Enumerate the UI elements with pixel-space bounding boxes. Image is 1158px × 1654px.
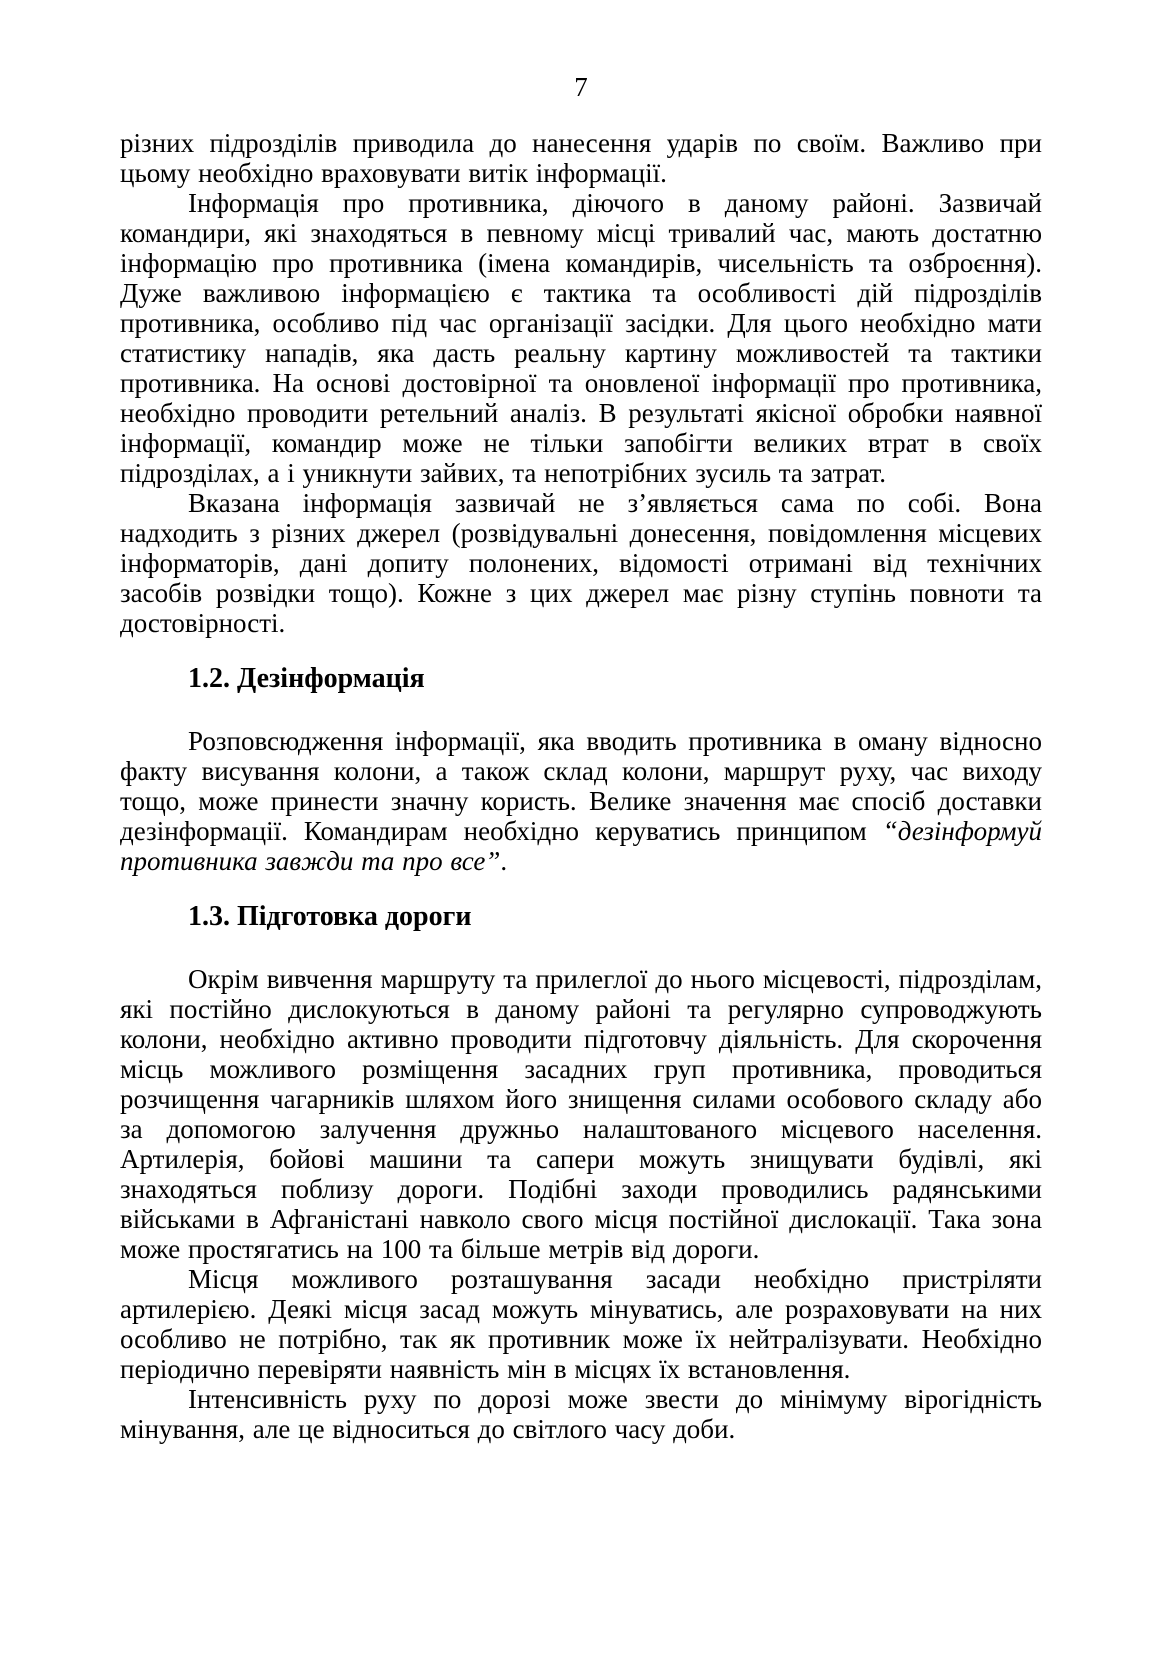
paragraph-disinformation xyxy=(120,726,1042,876)
paragraph-information-sources: Вказана інформація зазвичай не з’являється сама по собі. Вона надходить з різних джерел (розвідувальні донесення, повідомлення місцевих інформаторів, дані допиту полонених, відомості отримані від технічних засобів розвідки тощо). Кожне з цих джерел має різну ступінь повноти та достовірності. xyxy=(120,488,1042,638)
paragraph-disinformation-text: Розповсюдження інформації, яка вводить противника в оману відносно факту висування колони, а також склад колони, маршрут руху, час виходу тощо, може принести значну користь. Велике значення має спосіб доставки дезінформації. Командирам необхідно керуватись принципом xyxy=(120,726,1042,846)
paragraph-ambush-sites: Місця можливого розташування засади необхідно пристріляти артилерією. Деякі місця засад можуть мінуватись, але розраховувати на них особливо не потрібно, так як противник може їх нейтралізувати. Необхідно періодично перевіряти наявність мін в місцях їх встановлення. xyxy=(120,1264,1042,1384)
paragraph-road-preparation: Окрім вивчення маршруту та прилеглої до нього місцевості, підрозділам, які постійно дислокуються в даному районі та регулярно супроводжують колони, необхідно активно проводити підготовчу діяльність. Для скорочення місць можливого розміщення засадних груп противника, проводиться розчищення чагарників шляхом його знищення силами особового складу або за допомогою залучення дружньо налаштованого місцевого населення. Артилерія, бойові машини та сапери можуть знищувати будівлі, які знаходяться поблизу дороги. Подібні заходи проводились радянськими військами в Афганістані навколо свого місця постійної дислокації. Така зона може простягатись на 100 та більше метрів від дороги. xyxy=(120,964,1042,1264)
paragraph-continuation: різних підрозділів приводила до нанесення ударів по своїм. Важливо при цьому необхідно враховувати витік інформації. xyxy=(120,128,1042,188)
paragraph-enemy-information: Інформація про противника, діючого в даному районі. Зазвичай командири, які знаходяться в певному місці тривалий час, мають достатню інформацію про противника (імена командирів, чисельність та озброєння). Дуже важливою інформацією є тактика та особливості дій підрозділів противника, особливо під час організації засідки. Для цього необхідно мати статистику нападів, яка дасть реальну картину можливостей та тактики противника. На основі достовірної та оновленої інформації про противника, необхідно проводити ретельний аналіз. В результаті якісної обробки наявної інформації, командир може не тільки запобігти великих втрат в своїх підрозділах, а і уникнути зайвих, та непотрібних зусиль та затрат. xyxy=(120,188,1042,488)
paragraph-disinformation-period: . xyxy=(500,846,508,876)
paragraph-traffic-intensity: Інтенсивність руху по дорозі може звести до мінімуму вірогідність мінування, але це відноситься до світлого часу доби. xyxy=(120,1384,1042,1444)
page-number: 7 xyxy=(574,72,588,102)
section-heading-1-3-road-preparation: 1.3. Підготовка дороги xyxy=(188,901,472,932)
disinformation-principle-quote: “дезінформуй противника завжди та про все” xyxy=(120,816,1042,876)
section-heading-1-2-disinformation: 1.2. Дезінформація xyxy=(188,663,425,694)
